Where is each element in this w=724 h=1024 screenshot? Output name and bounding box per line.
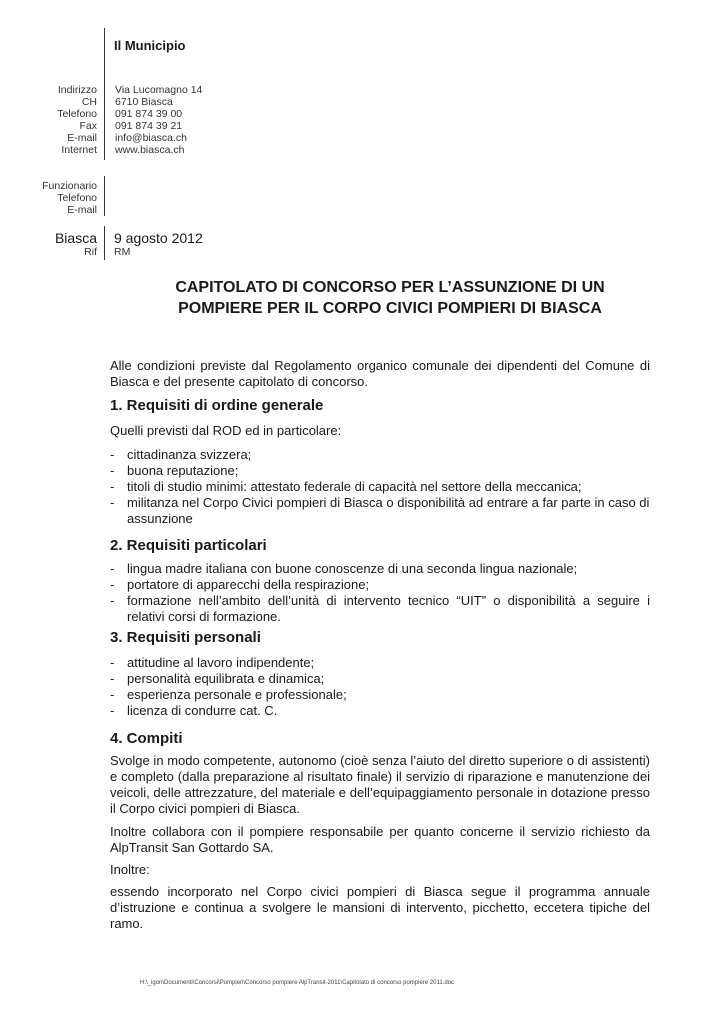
file-path-footer: H:\_igon\Documenti\Concorsi\Pompieri\Concorso pompiere AlpTransit-2011\Capitolato di concorso pompiere 2011.doc [140, 980, 455, 986]
section-1-list [110, 447, 650, 527]
list-item: - licenza di condurre cat. C. [110, 703, 650, 719]
list-item: - militanza nel Corpo Civici pompieri di Biasca o disponibilità ad entrare a far parte in caso di assunzione [110, 495, 650, 527]
postal-value: 6710 Biasca [115, 96, 173, 108]
letterhead-divider-bottom [104, 226, 105, 260]
address-value: Via Lucomagno 14 [115, 84, 203, 96]
label-internet: Internet [61, 144, 97, 156]
section-2-list [110, 561, 650, 625]
list-item: - cittadinanza svizzera; [110, 447, 650, 463]
letter-ref: RM [114, 246, 131, 258]
list-item: - esperienza personale e professionale; [110, 687, 650, 703]
section-1-lead: Quelli previsti dal ROD ed in particolare: [110, 423, 342, 438]
list-item: - buona reputazione; [110, 463, 650, 479]
website-value: www.biasca.ch [115, 144, 185, 156]
document-title [110, 277, 670, 319]
email-value: info@biasca.ch [115, 132, 187, 144]
title-line-2: POMPIERE PER IL CORPO CIVICI POMPIERI DI BIASCA [178, 300, 602, 317]
section-2-heading: 2. Requisiti particolari [110, 537, 267, 554]
list-item: - attitudine al lavoro indipendente; [110, 655, 650, 671]
label-country: CH [81, 96, 97, 108]
section-4-heading: 4. Compiti [110, 730, 183, 747]
office-name: Il Municipio [114, 38, 186, 53]
inoltre-label: Inoltre: [110, 862, 150, 877]
letterhead-divider-top [104, 28, 105, 160]
label-official-phone: Telefono [57, 192, 97, 204]
label-fax: Fax [79, 120, 97, 132]
fax-value: 091 874 39 21 [115, 120, 183, 132]
phone-value: 091 874 39 00 [115, 108, 183, 120]
section-3-heading: 3. Requisiti personali [110, 629, 261, 646]
label-email: E-mail [67, 132, 97, 144]
section-3-list [110, 655, 650, 719]
list-item: - personalità equilibrata e dinamica; [110, 671, 650, 687]
place-label: Biasca [54, 230, 97, 246]
section-1-heading: 1. Requisiti di ordine generale [110, 397, 324, 414]
list-item: - titoli di studio minimi: attestato federale di capacità nel settore della meccanica; [110, 479, 650, 495]
label-official-email: E-mail [67, 204, 97, 216]
training-paragraph: essendo incorporato nel Corpo civici pompieri di Biasca segue il programma annuale d’istruzione e continua a svolgere le mansioni di intervento, picchetto, eccetera tipiche del ramo. [110, 884, 650, 931]
collaboration-paragraph: Inoltre collabora con il pompiere responsabile per quanto concerne il servizio richiesto da AlpTransit San Gottardo SA. [110, 824, 650, 855]
letterhead-divider-middle [104, 176, 105, 216]
title-line-1: CAPITOLATO DI CONCORSO PER L’ASSUNZIONE DI UN [175, 279, 605, 296]
list-item: - lingua madre italiana con buone conoscenze di una seconda lingua nazionale; [110, 561, 650, 577]
label-phone: Telefono [57, 108, 97, 120]
label-official: Funzionario [42, 180, 97, 192]
list-item: - formazione nell’ambito dell’unità di intervento tecnico “UIT” o disponibilità a seguire i relativi corsi di formazione. [110, 593, 650, 625]
list-item: - portatore di apparecchi della respirazione; [110, 577, 650, 593]
letter-date: 9 agosto 2012 [114, 230, 203, 246]
label-address: Indirizzo [57, 84, 97, 96]
ref-label: Rif [84, 246, 97, 258]
intro-paragraph: Alle condizioni previste dal Regolamento organico comunale dei dipendenti del Comune di Biasca e del presente capitolato di concorso. [110, 358, 650, 389]
duties-paragraph: Svolge in modo competente, autonomo (cioè senza l’aiuto del diretto superiore o di assistenti) e completo (dalla preparazione al risultato finale) il servizio di riparazione e manutenzione dei veicoli, delle attrezzature, del materiale e dell’equipaggiamento personale in dotazione presso il Corpo civici pompieri di Biasca. [110, 753, 650, 816]
